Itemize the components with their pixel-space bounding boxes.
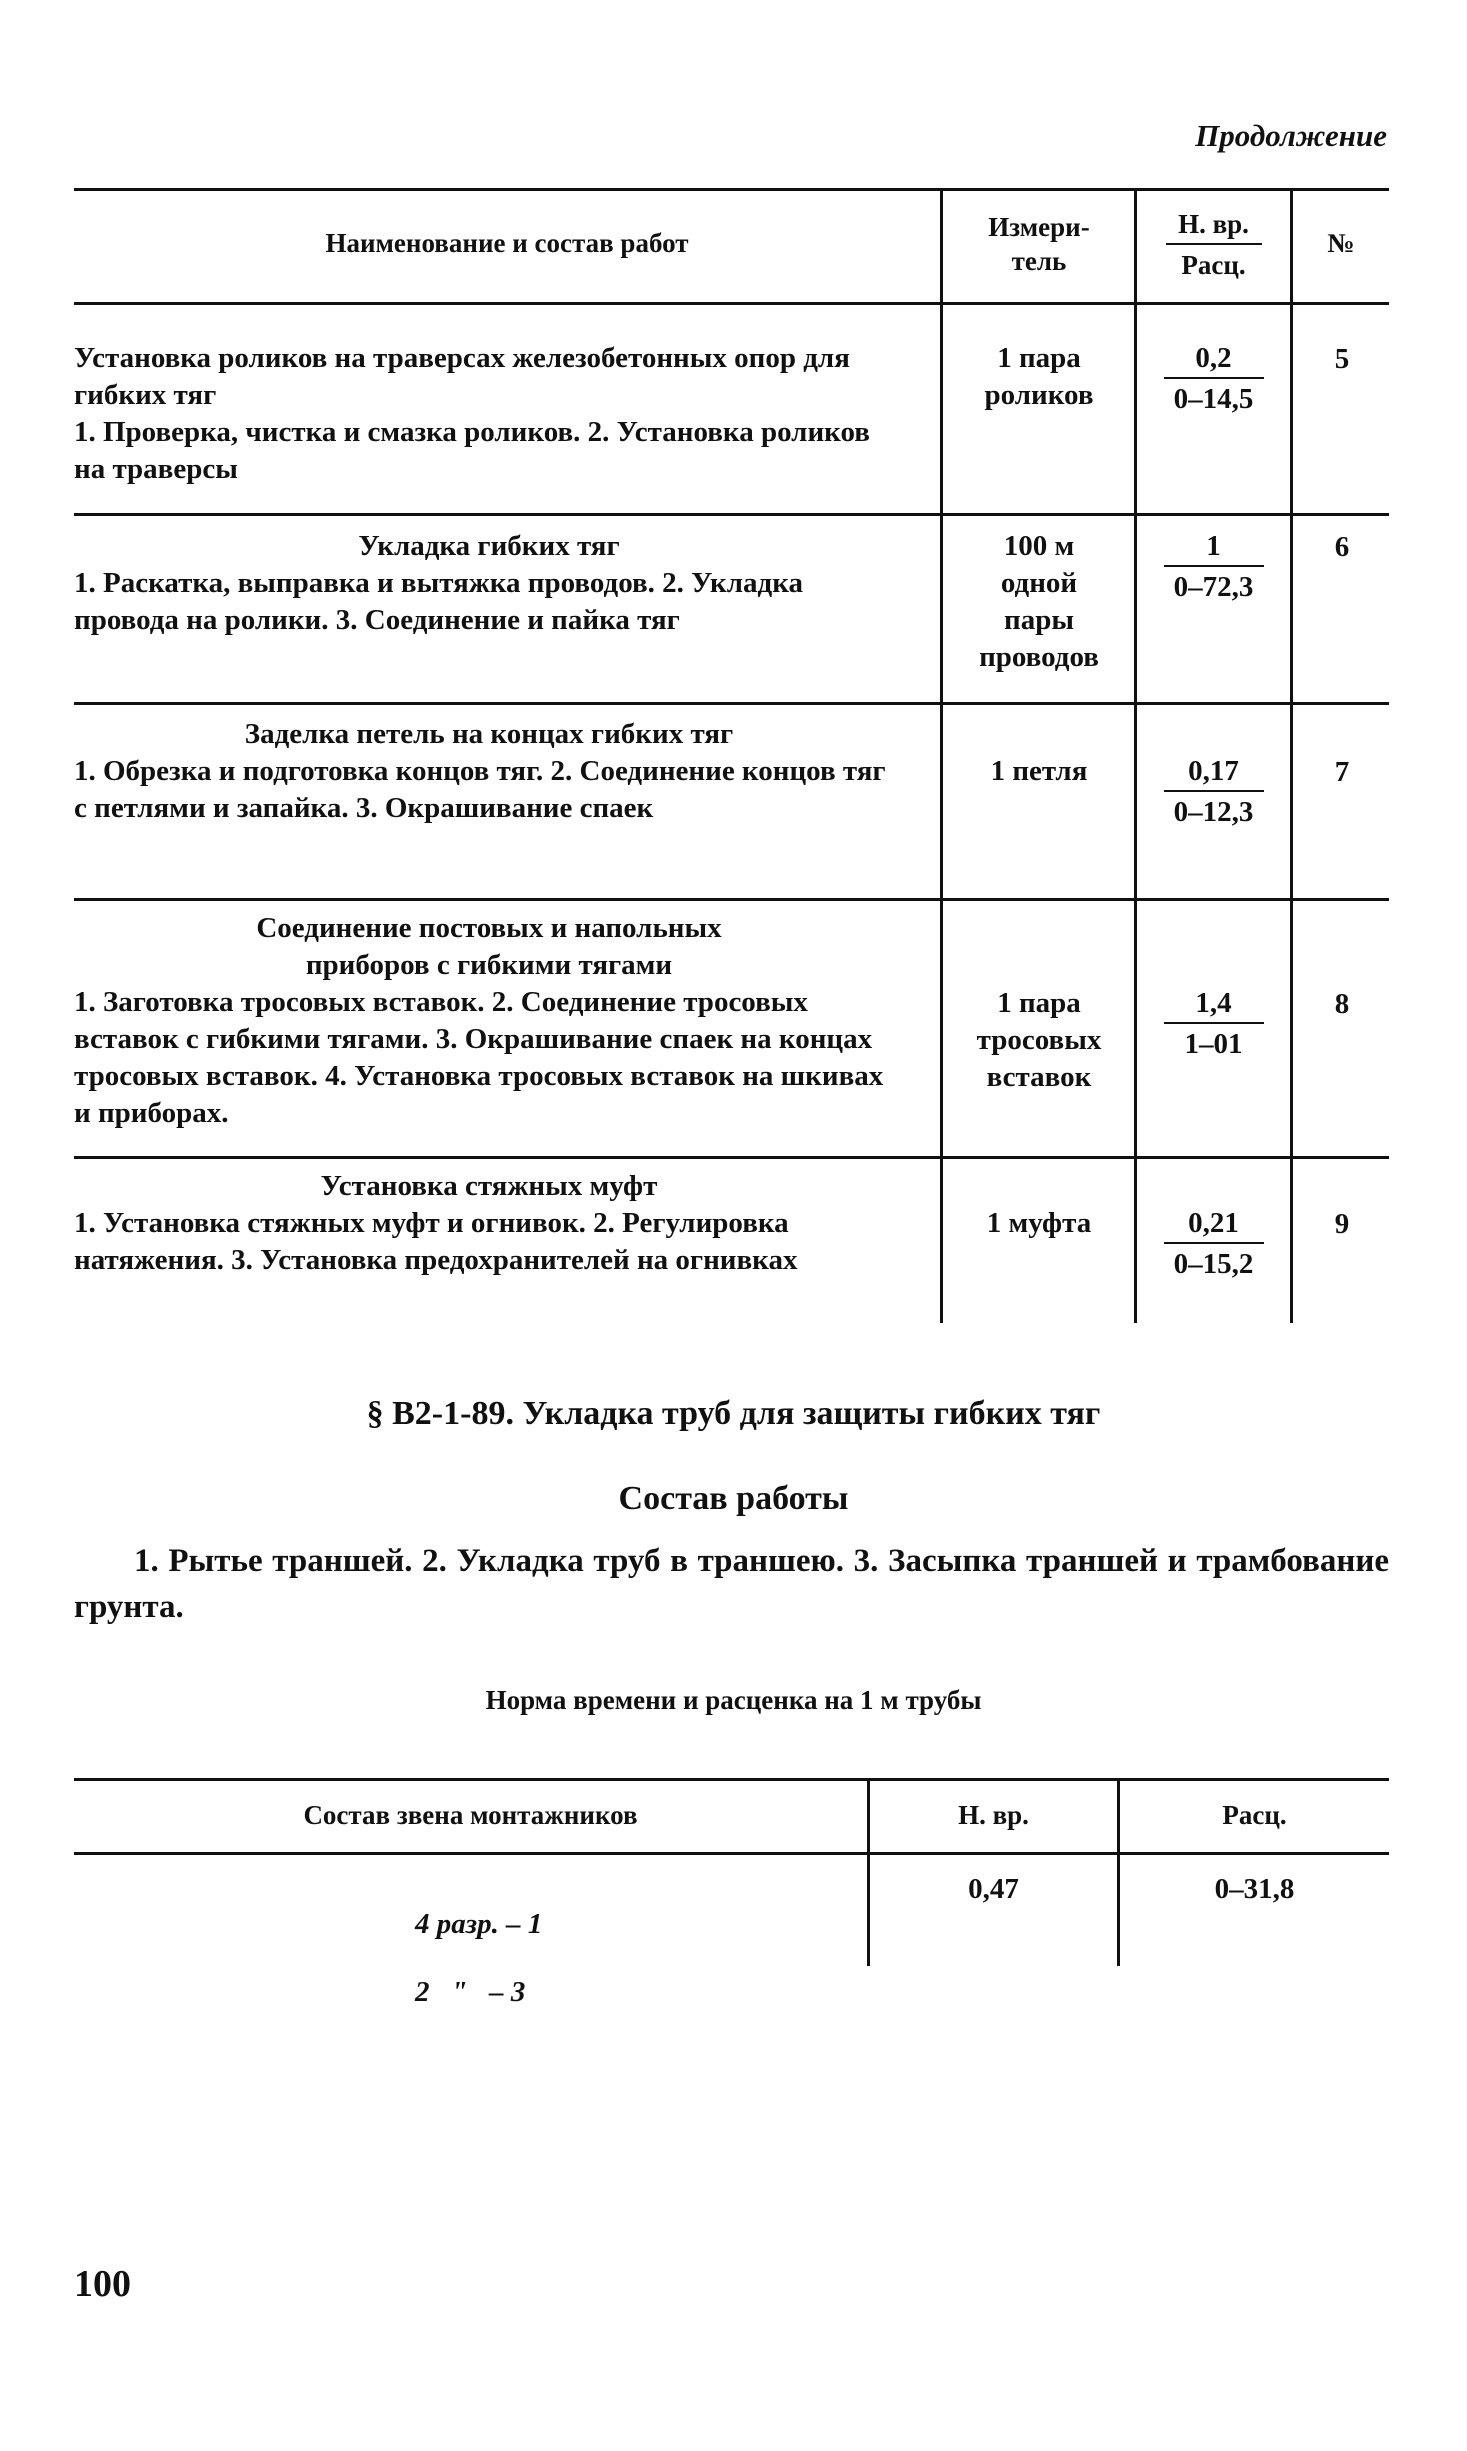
header-bottom-rule bbox=[74, 302, 1389, 305]
row-5-price: 0–14,5 bbox=[1173, 383, 1254, 415]
row-7-norm bbox=[1137, 753, 1290, 830]
crew-line-1: 4 разр. – 1 bbox=[415, 1908, 543, 1940]
row-8-norm bbox=[1137, 985, 1290, 1062]
row-7-norm-value: 0,17 bbox=[1188, 755, 1239, 787]
row-8-price: 1–01 bbox=[1184, 1028, 1243, 1060]
header-norm bbox=[1137, 206, 1290, 283]
row-9-norm-value: 0,21 bbox=[1188, 1207, 1239, 1239]
crew-table-top-rule bbox=[74, 1778, 1389, 1781]
crew-price-value: 0–31,8 bbox=[1214, 1873, 1295, 1905]
work-text-body: 1. Рытье траншей. 2. Укладка труб в траншею. 3. Засыпка траншей и трамбование грунта. bbox=[74, 1543, 1389, 1625]
row-5-text bbox=[74, 340, 904, 488]
row-9-number: 9 bbox=[1334, 1208, 1350, 1240]
row-6-number: 6 bbox=[1334, 531, 1350, 563]
row-7-body: 1. Обрезка и подготовка концов тяг. 2. Соединение концов тяг с петлями и запайка. 3. Окрашивание спаек bbox=[74, 755, 886, 824]
table-top-rule bbox=[74, 188, 1389, 191]
header-norm-bottom: Расц. bbox=[1181, 250, 1246, 280]
row-7-text bbox=[74, 716, 904, 827]
crew-norm-value: 0,47 bbox=[968, 1873, 1019, 1905]
col-divider-3 bbox=[1290, 188, 1293, 1323]
row-6-norm bbox=[1137, 528, 1290, 605]
work-text bbox=[74, 1538, 1389, 1630]
row-7-title: Заделка петель на концах гибких тяг bbox=[244, 718, 734, 750]
row-5-body: 1. Проверка, чистка и смазка роликов. 2. Установка роликов на траверсы bbox=[74, 416, 870, 485]
row-9-text bbox=[74, 1168, 904, 1279]
crew-table-header-rule bbox=[74, 1852, 1389, 1855]
row-8-norm-value: 1,4 bbox=[1195, 987, 1232, 1019]
section-title: § В2-1-89. Укладка труб для защиты гибких тяг bbox=[366, 1395, 1101, 1432]
row-9-fraction-bar bbox=[1164, 1242, 1264, 1244]
row-5-title: Установка роликов на траверсах железобетонных опор для гибких тяг bbox=[74, 342, 850, 411]
row-7-unit: 1 петля bbox=[990, 755, 1088, 787]
row-6-norm-value: 1 bbox=[1206, 530, 1221, 562]
row-6-fraction-bar bbox=[1164, 565, 1264, 567]
row-5-unit: 1 пара роликов bbox=[984, 342, 1094, 411]
continuation-label: Продолжение bbox=[1195, 118, 1387, 153]
row-6-price: 0–72,3 bbox=[1173, 571, 1254, 603]
header-fraction-bar bbox=[1166, 243, 1262, 245]
header-no: № bbox=[1327, 228, 1355, 258]
row-7-number: 7 bbox=[1334, 756, 1350, 788]
row-7-fraction-bar bbox=[1164, 790, 1264, 792]
row-9-title: Установка стяжных муфт bbox=[320, 1170, 658, 1202]
row-5-norm-value: 0,2 bbox=[1195, 342, 1232, 374]
row-6-unit: 100 м одной пары проводов bbox=[979, 530, 1099, 673]
header-norm-top: Н. вр. bbox=[1178, 209, 1249, 239]
header-unit-line1: Измери- bbox=[988, 212, 1090, 242]
crew-composition bbox=[386, 1873, 636, 2043]
row-8-body: 1. Заготовка тросовых вставок. 2. Соединение тросовых вставок с гибкими тягами. 3. Окрашивание спаек на концах тросовых вставок. 4. Установка тросовых вставок на шкивах и приборах. bbox=[74, 986, 884, 1129]
row-6-body: 1. Раскатка, выправка и вытяжка проводов. 2. Укладка провода на ролики. 3. Соединение и пайка тяг bbox=[74, 567, 803, 636]
row-8-fraction-bar bbox=[1164, 1022, 1264, 1024]
row-6-text bbox=[74, 528, 904, 639]
row-5-norm bbox=[1137, 340, 1290, 417]
row-5-fraction-bar bbox=[1164, 377, 1264, 379]
work-heading: Состав работы bbox=[618, 1480, 849, 1517]
crew-table bbox=[74, 1778, 1389, 2008]
crew-header: Состав звена монтажников bbox=[303, 1800, 638, 1830]
row-6-title: Укладка гибких тяг bbox=[358, 530, 620, 562]
row-divider-4 bbox=[74, 1156, 1389, 1159]
row-divider-1 bbox=[74, 513, 1389, 516]
row-7-price: 0–12,3 bbox=[1173, 796, 1254, 828]
row-9-body: 1. Установка стяжных муфт и огнивок. 2. Регулировка натяжения. 3. Установка предохранителей на огнивках bbox=[74, 1207, 798, 1276]
row-8-unit: 1 пара тросовых вставок bbox=[976, 987, 1102, 1093]
page-number: 100 bbox=[74, 2263, 131, 2305]
header-name: Наименование и состав работ bbox=[325, 228, 689, 258]
row-8-title: Соединение постовых и напольных приборов с гибкими тягами bbox=[256, 912, 722, 981]
row-5-number: 5 bbox=[1334, 343, 1350, 375]
row-divider-3 bbox=[74, 898, 1389, 901]
row-8-number: 8 bbox=[1334, 988, 1350, 1020]
col-divider-1 bbox=[940, 188, 943, 1323]
header-unit-line2: тель bbox=[1011, 246, 1067, 276]
norm-header: Н. вр. bbox=[958, 1800, 1029, 1830]
row-9-unit: 1 муфта bbox=[986, 1207, 1092, 1239]
crew-line-2: 2 " – 3 bbox=[415, 1976, 526, 2008]
row-9-price: 0–15,2 bbox=[1173, 1248, 1254, 1280]
row-8-text bbox=[74, 910, 904, 1132]
header-unit bbox=[944, 210, 1134, 278]
row-9-norm bbox=[1137, 1205, 1290, 1282]
norm-title: Норма времени и расценка на 1 м трубы bbox=[485, 1685, 982, 1715]
price-header: Расц. bbox=[1222, 1800, 1287, 1830]
row-divider-2 bbox=[74, 702, 1389, 705]
